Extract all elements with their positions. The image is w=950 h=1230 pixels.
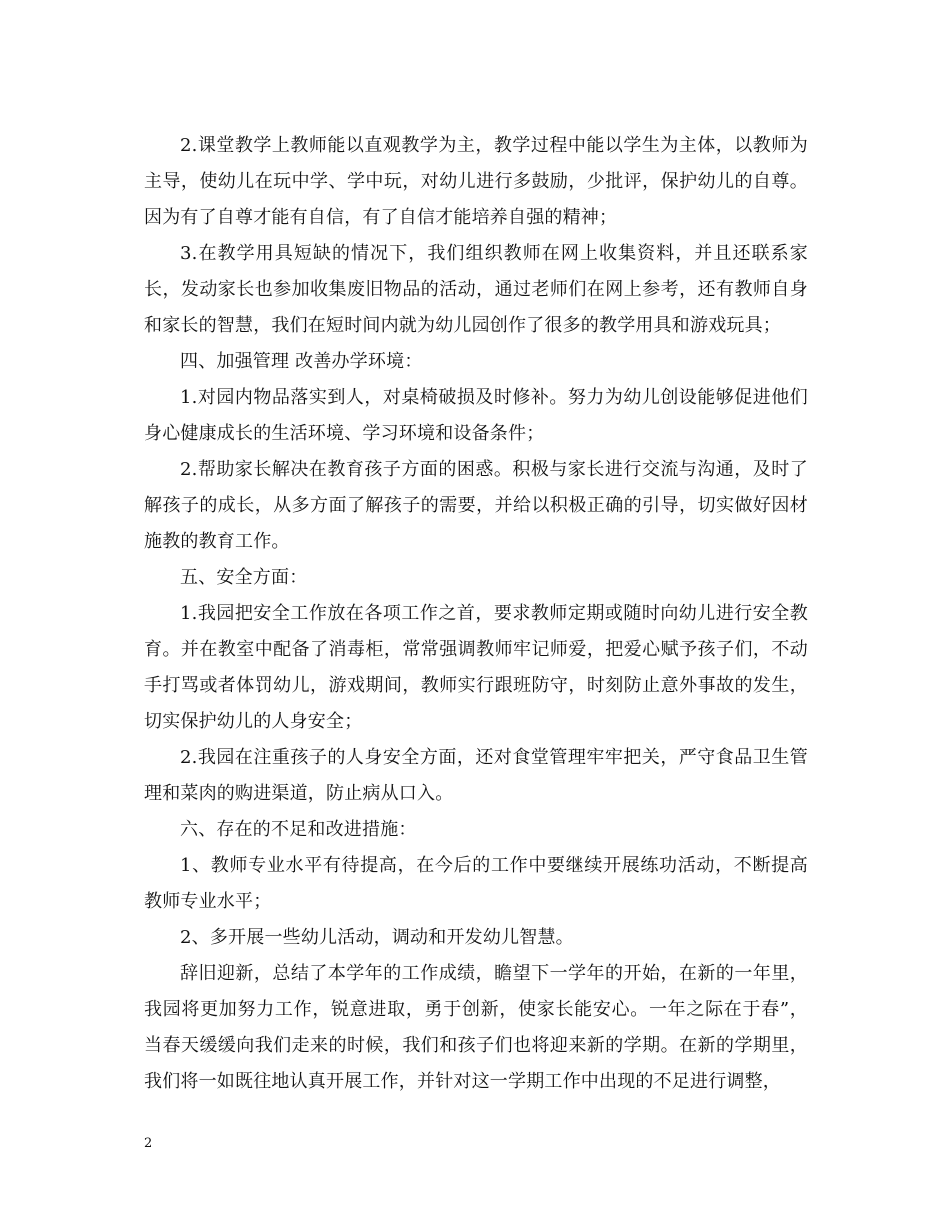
- paragraph-parent-support: 2.帮助家长解决在教育孩子方面的困惑。积极与家长进行交流与沟通，及时了解孩子的成长，从多方面了解孩子的需要，并给以积极正确的引导，切实做好因材施教的教育工作。: [144, 459, 808, 552]
- paragraph-classroom-teaching: 2.课堂教学上教师能以直观教学为主，教学过程中能以学生为主体，以教师为主导，使幼儿在玩中学、学中玩，对幼儿进行多鼓励，少批评，保护幼儿的自尊。因为有了自尊才能有自信，有了自信才能培养自强的精神；: [144, 135, 808, 228]
- section-heading-improvements: 六、存在的不足和改进措施：: [180, 819, 417, 840]
- paragraph-facility-maintenance: 1.对园内物品落实到人，对桌椅破损及时修补。努力为幼儿创设能够促进他们身心健康成长的生活环境、学习环境和设备条件；: [144, 387, 808, 444]
- paragraph-teacher-skills: 1、教师专业水平有待提高，在今后的工作中要继续开展练功活动，不断提高教师专业水平；: [144, 855, 808, 912]
- section-heading-management: 四、加强管理 改善办学环境：: [180, 351, 423, 372]
- section-heading-safety: 五、安全方面：: [180, 567, 308, 588]
- document-body: [144, 128, 808, 1100]
- paragraph-child-activities: 2、多开展一些幼儿活动，调动和开发幼儿智慧。: [180, 927, 574, 948]
- paragraph-food-safety: 2.我园在注重孩子的人身安全方面，还对食堂管理牢牢把关，严守食品卫生管理和菜肉的购进渠道，防止病从口入。: [144, 747, 808, 804]
- paragraph-conclusion: 辞旧迎新，总结了本学年的工作成绩，瞻望下一学年的开始，在新的一年里，我园将更加努力工作，锐意进取，勇于创新，使家长能安心。一年之际在于春”，当春天缓缓向我们走来的时候，我们和孩子们也将迎来新的学期。在新的学期里，我们将一如既往地认真开展工作，并针对这一学期工作中出现的不足进行调整，: [144, 963, 808, 1092]
- paragraph-teaching-tools: 3.在教学用具短缺的情况下，我们组织教师在网上收集资料，并且还联系家长，发动家长也参加收集废旧物品的活动，通过老师们在网上参考，还有教师自身和家长的智慧，我们在短时间内就为幼儿园创作了很多的教学用具和游戏玩具；: [144, 243, 808, 336]
- page-number: 2: [144, 1136, 153, 1151]
- paragraph-safety-education: 1.我园把安全工作放在各项工作之首，要求教师定期或随时向幼儿进行安全教育。并在教室中配备了消毒柜，常常强调教师牢记师爱，把爱心赋予孩子们，不动手打骂或者体罚幼儿，游戏期间，教师实行跟班防守，时刻防止意外事故的发生，切实保护幼儿的人身安全；: [144, 603, 808, 732]
